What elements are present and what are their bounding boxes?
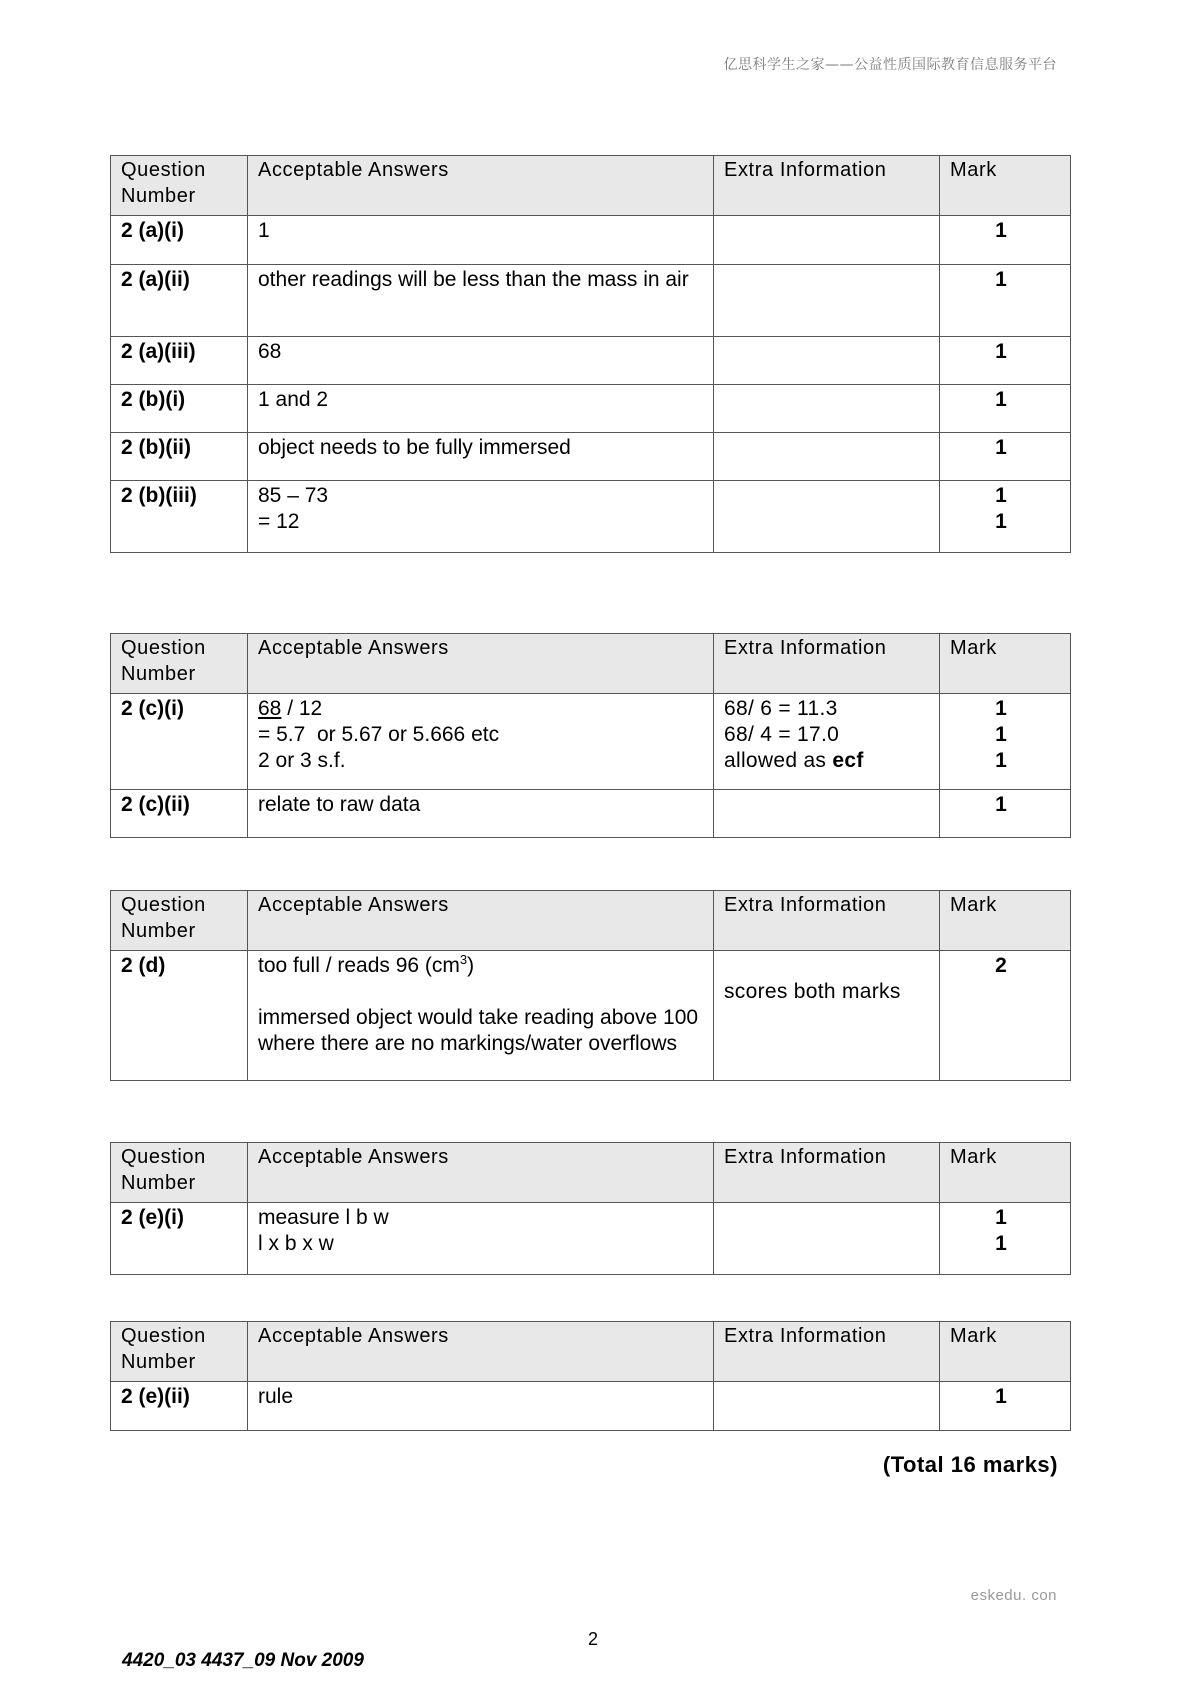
header-mark: Mark — [940, 1143, 1071, 1203]
header-question-number: Question Number — [111, 1322, 248, 1382]
table-row — [111, 951, 1071, 1081]
page-number: 2 — [588, 1629, 599, 1649]
answer-cell: 68 / 12 = 5.7 or 5.67 or 5.666 etc 2 or 3 s.f. — [248, 694, 714, 790]
answer-cell: relate to raw data — [248, 790, 714, 838]
answer-cell: 68 — [248, 337, 714, 385]
header-mark: Mark — [940, 634, 1071, 694]
question-number: 2 (b)(iii) — [111, 481, 248, 553]
table-row — [111, 1382, 1071, 1431]
header-acceptable-answers: Acceptable Answers — [248, 156, 714, 216]
header-question-number: Question Number — [111, 156, 248, 216]
question-number: 2 (d) — [111, 951, 248, 1081]
markscheme-table-2 — [110, 633, 1071, 838]
answer-cell: too full / reads 96 $(cm^3)$ immersed object would take reading above 100 where there are no markings/water overflows — [248, 951, 714, 1081]
answer-cell: 85 – 73 = 12 — [248, 481, 714, 553]
extra-cell — [714, 1203, 940, 1275]
footer-watermark: eskedu. con — [970, 1587, 1057, 1604]
mark-cell: 1 — [940, 337, 1071, 385]
extra-cell — [714, 1382, 940, 1431]
table-row — [111, 337, 1071, 385]
question-number: 2 (a)(iii) — [111, 337, 248, 385]
table-row — [111, 1203, 1071, 1275]
header-extra-information: Extra Information — [714, 1143, 940, 1203]
mark-cell: 2 — [940, 951, 1071, 1081]
question-number: 2 (a)(ii) — [111, 265, 248, 337]
header-question-number: Question Number — [111, 634, 248, 694]
markscheme-table-3 — [110, 890, 1071, 1081]
markscheme-table-1 — [110, 155, 1071, 553]
mark-cell: 1 1 — [940, 1203, 1071, 1275]
extra-cell: scores both marks — [714, 951, 940, 1081]
question-number: 2 (b)(ii) — [111, 433, 248, 481]
table-header-row — [111, 1322, 1071, 1382]
answer-cell: other readings will be less than the mass in air — [248, 265, 714, 337]
markscheme-table-4 — [110, 1142, 1071, 1275]
mark-cell: 1 — [940, 265, 1071, 337]
markscheme-table-5 — [110, 1321, 1071, 1431]
header-question-number: Question Number — [111, 891, 248, 951]
table-header-row — [111, 1143, 1071, 1203]
table-header-row — [111, 634, 1071, 694]
mark-cell: 1 — [940, 433, 1071, 481]
extra-cell — [714, 433, 940, 481]
header-extra-information: Extra Information — [714, 156, 940, 216]
header-acceptable-answers: Acceptable Answers — [248, 1143, 714, 1203]
table-row — [111, 385, 1071, 433]
header-extra-information: Extra Information — [714, 1322, 940, 1382]
table-header-row — [111, 891, 1071, 951]
mark-cell: 1 1 1 — [940, 694, 1071, 790]
extra-cell — [714, 385, 940, 433]
header-extra-information: Extra Information — [714, 634, 940, 694]
mark-cell: 1 — [940, 216, 1071, 265]
header-extra-information: Extra Information — [714, 891, 940, 951]
answer-cell: object needs to be fully immersed — [248, 433, 714, 481]
paper-code: 4420_03 4437_09 Nov 2009 — [122, 1650, 364, 1671]
table-row — [111, 433, 1071, 481]
extra-cell: 68/ 6 = 11.3 68/ 4 = 17.0 allowed as ecf — [714, 694, 940, 790]
header-acceptable-answers: Acceptable Answers — [248, 634, 714, 694]
header-question-number: Question Number — [111, 1143, 248, 1203]
question-number: 2 (c)(ii) — [111, 790, 248, 838]
question-number: 2 (e)(i) — [111, 1203, 248, 1275]
table-row — [111, 481, 1071, 553]
header-acceptable-answers: Acceptable Answers — [248, 1322, 714, 1382]
question-number: 2 (e)(ii) — [111, 1382, 248, 1431]
answer-cell: rule — [248, 1382, 714, 1431]
mark-cell: 1 — [940, 790, 1071, 838]
mark-cell: 1 1 — [940, 481, 1071, 553]
header-mark: Mark — [940, 891, 1071, 951]
mark-cell: 1 — [940, 1382, 1071, 1431]
answer-cell: measure l b w l x b x w — [248, 1203, 714, 1275]
extra-cell — [714, 790, 940, 838]
header-watermark: 亿思科学生之家——公益性质国际教育信息服务平台 — [723, 57, 1057, 73]
extra-cell — [714, 265, 940, 337]
table-row — [111, 694, 1071, 790]
table-row — [111, 265, 1071, 337]
table-row — [111, 216, 1071, 265]
answer-cell: 1 and 2 — [248, 385, 714, 433]
extra-cell — [714, 481, 940, 553]
answer-cell: 1 — [248, 216, 714, 265]
mark-cell: 1 — [940, 385, 1071, 433]
table-row — [111, 790, 1071, 838]
total-marks: (Total 16 marks) — [882, 1452, 1058, 1477]
header-mark: Mark — [940, 156, 1071, 216]
table-header-row — [111, 156, 1071, 216]
header-mark: Mark — [940, 1322, 1071, 1382]
question-number: 2 (b)(i) — [111, 385, 248, 433]
question-number: 2 (c)(i) — [111, 694, 248, 790]
extra-cell — [714, 216, 940, 265]
header-acceptable-answers: Acceptable Answers — [248, 891, 714, 951]
question-number: 2 (a)(i) — [111, 216, 248, 265]
extra-cell — [714, 337, 940, 385]
